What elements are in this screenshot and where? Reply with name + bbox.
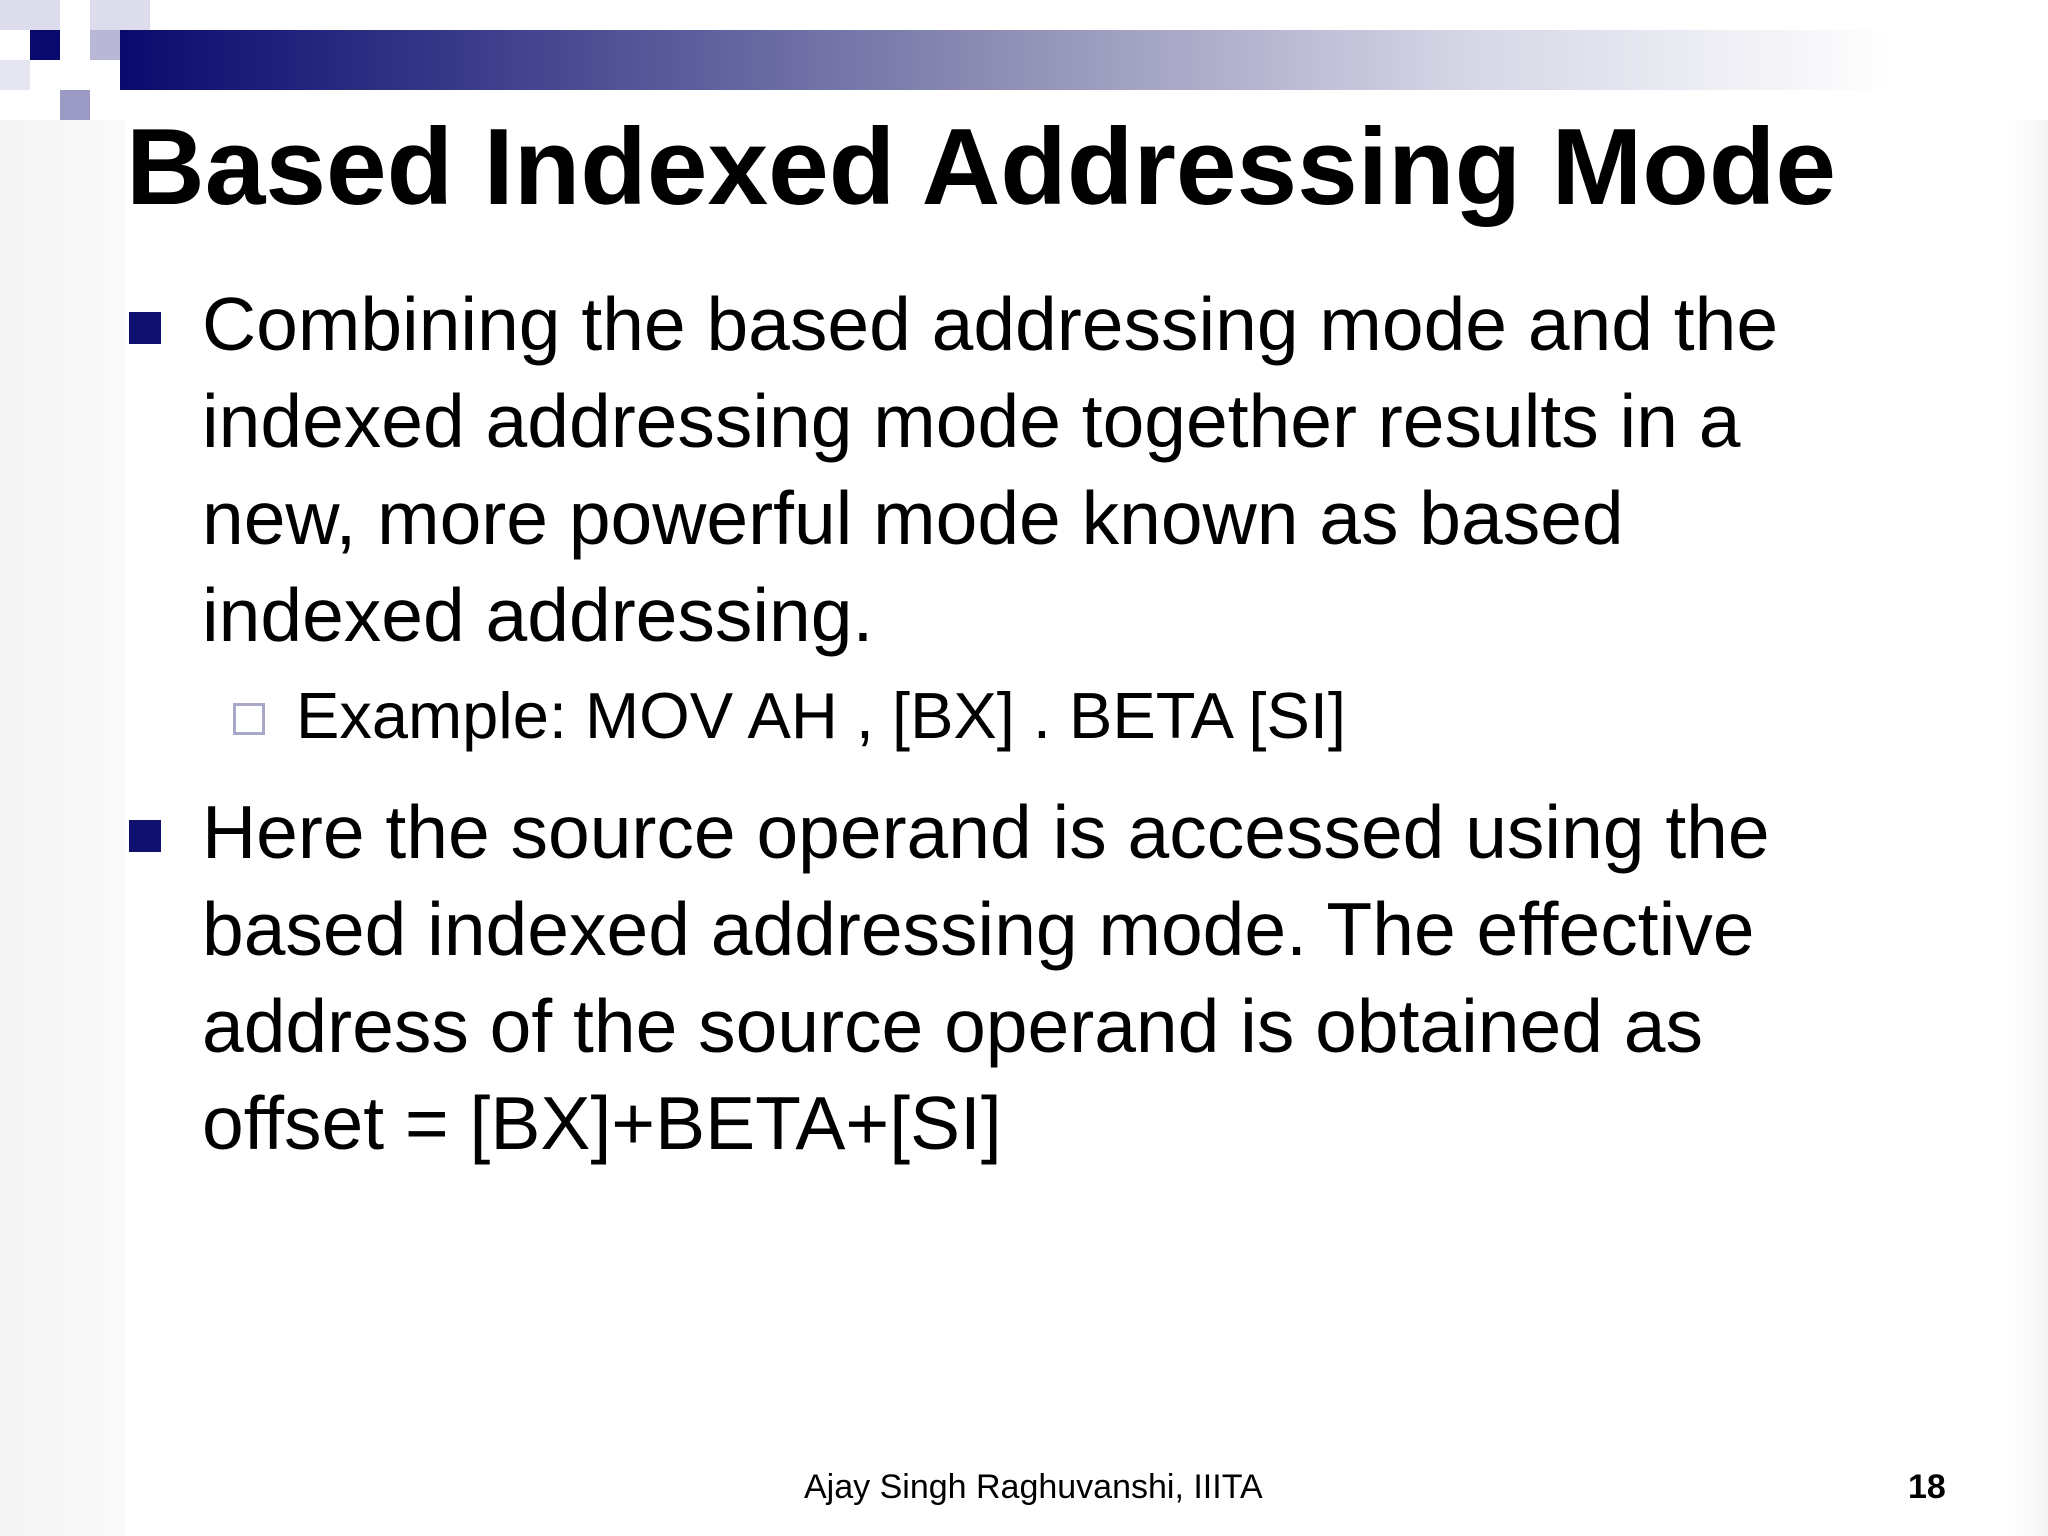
corner-decoration-block [0,0,60,30]
corner-decoration-block [90,0,150,30]
bullet-line: Here the source operand is accessed using the [202,790,1770,874]
hollow-square-bullet-icon [233,703,265,735]
bullet-line: new, more powerful mode known as based [202,476,1624,560]
page-number: 18 [1908,1468,1946,1506]
slide-title: Based Indexed Addressing Mode [126,106,1837,228]
bullet-line: address of the source operand is obtained as [202,984,1703,1068]
header-gradient-bar [120,30,2048,90]
square-bullet-icon [129,820,161,852]
sub-bullet-text: Example: MOV AH , [BX] . BETA [SI] [296,679,1346,752]
bullet-text [202,784,2002,1172]
square-bullet-icon [129,312,161,344]
corner-decoration-block [60,90,90,120]
bullet-line: indexed addressing mode together results in a [202,379,1741,463]
right-gradient-strip [2008,120,2048,1536]
left-gradient-strip [0,120,125,1536]
bullet-line: offset = [BX]+BETA+[SI] [202,1081,1002,1165]
slide-footer [0,1462,2048,1512]
corner-decoration-block [90,30,120,60]
bullet-line: indexed addressing. [202,573,874,657]
bullet-text [202,276,2002,664]
corner-decoration-block [30,30,60,60]
bullet-line: based indexed addressing mode. The effective [202,887,1755,971]
corner-decoration-block [0,60,30,90]
bullet-line: Combining the based addressing mode and the [202,282,1779,366]
footer-author: Ajay Singh Raghuvanshi, IIITA [804,1468,1263,1506]
